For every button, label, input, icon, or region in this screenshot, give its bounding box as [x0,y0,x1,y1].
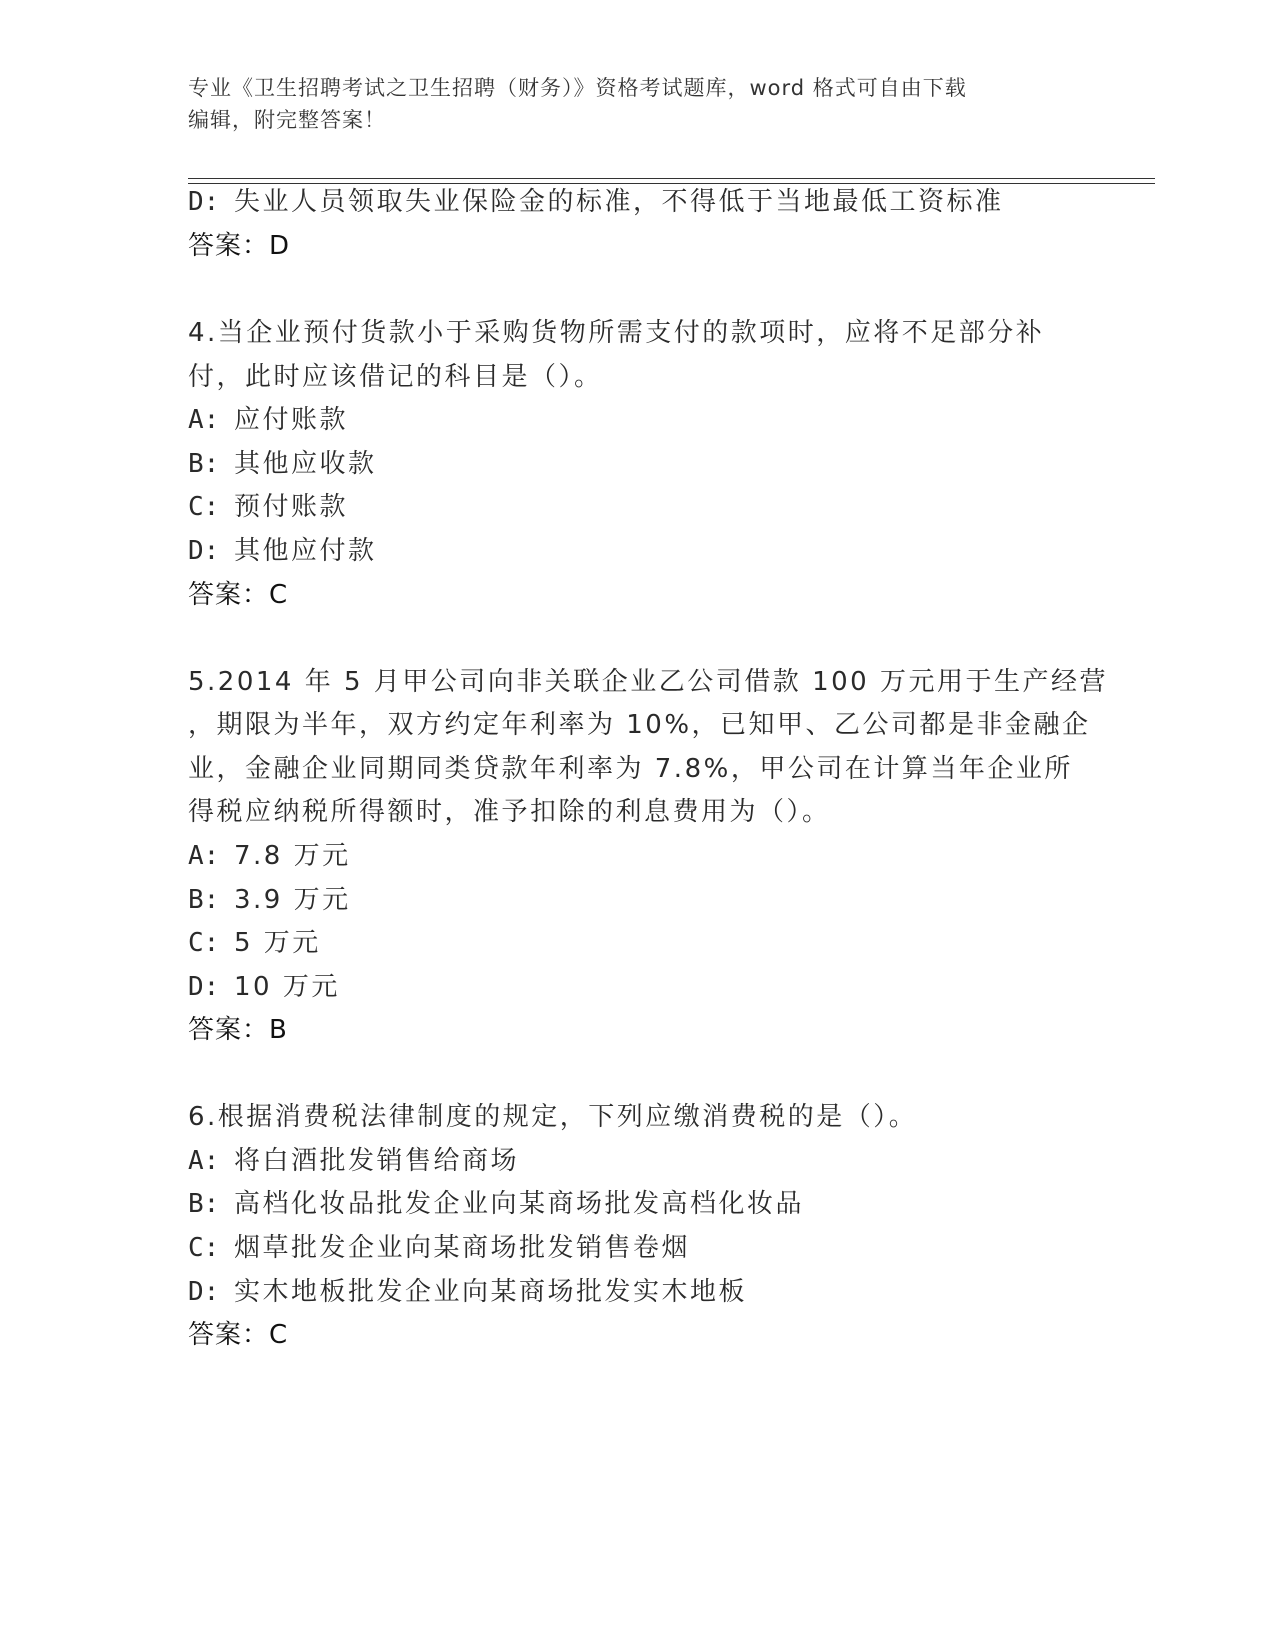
q5-stem-line-4: 得税应纳税所得额时，准予扣除的利息费用为（）。 [188,797,831,827]
q4-option-b [188,447,377,481]
q4-option-d [188,534,377,568]
header-line-2: 编辑，附完整答案！ [188,108,386,132]
q4-stem-line-2: 付，此时应该借记的科目是（）。 [188,362,603,392]
option-text: 7.8 万元 [234,841,351,871]
q4-option-c [188,490,348,524]
document-header [188,72,1088,136]
option-letter: D: [188,187,220,217]
option-letter: A: [188,841,220,871]
option-text: 将白酒批发销售给商场 [234,1146,520,1176]
option-text: 预付账款 [234,492,349,522]
option-letter: A: [188,405,220,435]
q6-option-d [188,1275,747,1309]
option-letter: C: [188,928,220,958]
q6-option-b [188,1187,804,1221]
option-text: 10 万元 [234,972,340,1002]
option-text: 其他应收款 [234,449,377,479]
q6-option-c [188,1231,690,1265]
q5-answer: 答案：B [188,1015,288,1045]
option-text: 5 万元 [234,928,321,958]
q6-option-a [188,1144,519,1178]
option-text: 3.9 万元 [234,885,351,915]
q3-answer: 答案：D [188,231,291,261]
header-divider-top [188,178,1155,179]
q5-stem-line-1: 5.2014 年 5 月甲公司向非关联企业乙公司借款 100 万元用于生产经营 [188,667,1108,697]
option-letter: B: [188,449,220,479]
q4-answer: 答案：C [188,580,289,610]
option-letter: D: [188,972,220,1002]
option-letter: C: [188,492,220,522]
q5-option-b [188,883,351,917]
option-text: 高档化妆品批发企业向某商场批发高档化妆品 [234,1189,805,1219]
option-text: 烟草批发企业向某商场批发销售卷烟 [234,1233,691,1263]
option-letter: C: [188,1233,220,1263]
q5-stem-line-2: ，期限为半年，双方约定年利率为 10%，已知甲、乙公司都是非金融企 [188,710,1091,740]
option-text: 实木地板批发企业向某商场批发实木地板 [234,1277,748,1307]
option-letter: D: [188,1277,220,1307]
q5-option-a [188,839,351,873]
q3-option-d [188,185,1004,219]
q4-stem-line-1: 4.当企业预付货款小于采购货物所需支付的款项时，应将不足部分补 [188,318,1045,348]
header-line-1: 专业《卫生招聘考试之卫生招聘（财务）》资格考试题库，word 格式可自由下载 [188,76,967,100]
option-text: 失业人员领取失业保险金的标准，不得低于当地最低工资标准 [234,187,1004,217]
q5-option-d [188,970,340,1004]
option-letter: A: [188,1146,220,1176]
q6-answer: 答案：C [188,1320,289,1350]
q4-option-a [188,403,348,437]
option-letter: B: [188,1189,220,1219]
option-text: 应付账款 [234,405,349,435]
option-text: 其他应付款 [234,536,377,566]
option-letter: B: [188,885,220,915]
q5-stem-line-3: 业，金融企业同期同类贷款年利率为 7.8%，甲公司在计算当年企业所 [188,754,1073,784]
q6-stem-line-1: 6.根据消费税法律制度的规定，下列应缴消费税的是（）。 [188,1102,918,1132]
header-divider-bottom [188,183,1155,184]
q5-option-c [188,926,321,960]
option-letter: D: [188,536,220,566]
